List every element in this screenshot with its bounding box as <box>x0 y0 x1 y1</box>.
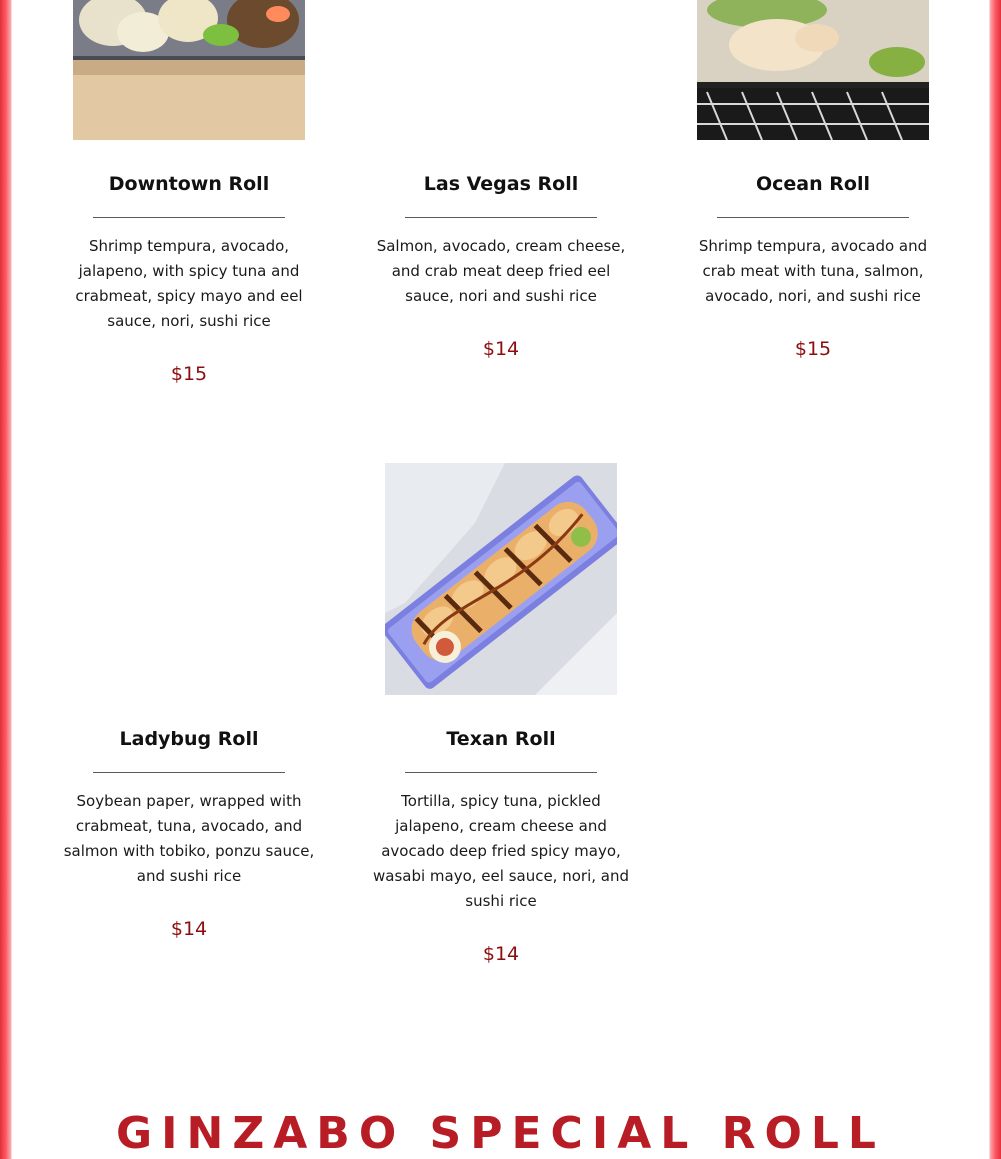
item-description: Shrimp tempura, avocado and crab meat with tuna, salmon, avocado, nori, and sushi rice <box>698 237 928 305</box>
item-description: Soybean paper, wrapped with crabmeat, tuna, avocado, and salmon with tobiko, ponzu sauce, and sushi rice <box>63 792 315 885</box>
section-title: GINZABO SPECIAL ROLL <box>116 1108 885 1159</box>
menu-item-las-vegas-roll <box>366 172 636 361</box>
item-name: Texan Roll <box>446 728 556 750</box>
menu-item-texan-roll <box>366 727 636 966</box>
downtown-roll-photo <box>73 0 305 140</box>
item-name: Ocean Roll <box>756 173 870 195</box>
texan-roll-photo <box>385 463 617 695</box>
divider <box>405 217 597 218</box>
item-price: $14 <box>170 918 208 940</box>
item-name: Las Vegas Roll <box>423 173 579 195</box>
item-price: $15 <box>170 363 208 385</box>
item-name: Ladybug Roll <box>119 728 259 750</box>
item-price: $14 <box>482 943 520 965</box>
item-description: Tortilla, spicy tuna, pickled jalapeno, cream cheese and avocado deep fried spicy mayo, wasabi mayo, eel sauce, nori, and sushi rice <box>372 792 629 910</box>
ocean-roll-photo <box>697 0 929 140</box>
menu-item-downtown-roll <box>54 172 324 386</box>
item-description: Shrimp tempura, avocado, jalapeno, with spicy tuna and crabmeat, spicy mayo and eel sauce, nori, sushi rice <box>75 237 303 330</box>
item-name: Downtown Roll <box>108 173 270 195</box>
divider <box>405 772 597 773</box>
divider <box>93 217 285 218</box>
item-description: Salmon, avocado, cream cheese, and crab meat deep fried eel sauce, nori and sushi rice <box>376 237 626 305</box>
menu-item-ocean-roll <box>678 172 948 361</box>
item-price: $14 <box>482 338 520 360</box>
divider <box>93 772 285 773</box>
divider <box>717 217 909 218</box>
menu-item-ladybug-roll <box>54 727 324 941</box>
item-price: $15 <box>794 338 832 360</box>
